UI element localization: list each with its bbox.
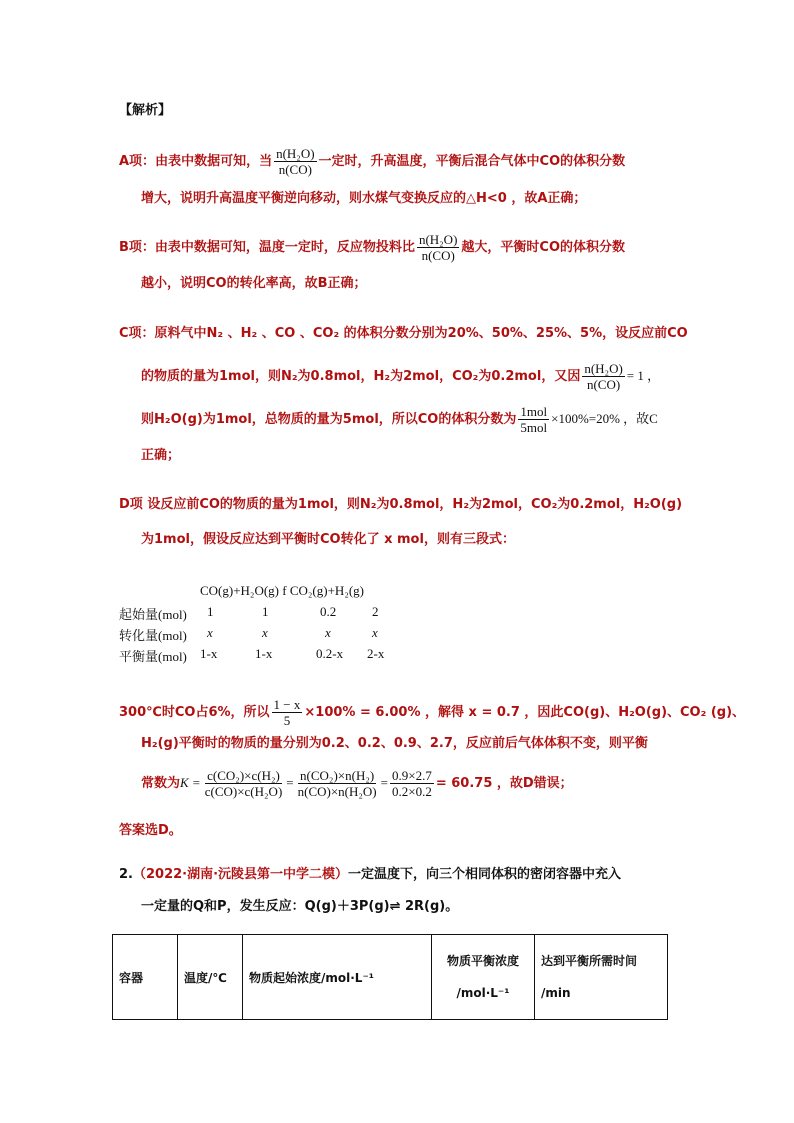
item-c-line1: C项：原料气中N₂ 、H₂ 、CO 、CO₂ 的体积分数分别为20%、50%、25%、5%，设反应前CO [119,326,688,341]
header-temperature: 温度/℃ [178,935,243,1020]
header-time: 达到平衡所需时间 /min [535,935,668,1020]
question-source: （2022·湖南·沅陵县第一中学二模） [132,867,349,882]
item-a-line1: A项：由表中数据可知，当 $\frac{\text{n(H₂O)}}{n(CO)}$ 一定时，升高温度，平衡后混合气体中CO的体积分数 [119,146,626,177]
item-d-line2: 为1mol，假设反应达到平衡时CO转化了 x mol，则有三段式： [141,532,515,547]
analysis-heading: 【解析】 [119,103,172,118]
ice-row-label: 转化量(mol) [119,628,187,643]
question-number: 2. [119,867,133,882]
item-d-line1: D项 设反应前CO的物质的量为1mol，则N₂为0.8mol，H₂为2mol，CO₂为0.2mol，H₂O(g) [119,497,683,512]
item-b-line1: B项：由表中数据可知，温度一定时，反应物投料比 $\frac{\text{n(H₂O)}}{n(CO)}$ 越大，平衡时CO的体积分数 [119,232,625,263]
percent-fraction: $\frac{1 - x}{5}$ [273,697,301,728]
k-fraction-3: $\frac{0.9\times 2.7}{0.2\times 0.2}$ [391,768,432,799]
mol-fraction: $\frac{\text{1mol}}{\text{5mol}}$ [520,404,548,435]
item-a-line2: 增大，说明升高温度平衡逆向移动，则水煤气变换反应的△H<0 ，故A正确； [141,191,587,206]
item-c-line4: 正确； [141,448,181,463]
item-c-label: C项： [119,326,155,341]
header-equilibrium-concentration: 物质平衡浓度 /mol·L⁻¹ [432,935,535,1020]
item-c-line3: 则H₂O(g)为1mol，总物质的量为5mol，所以CO的体积分数为 $\frac{\text{1mol}}{\text{5mol}}$ ×100%=20% ，故C [141,404,658,435]
item-c-line2: 的物质的量为1mol，则N₂为0.8mol，H₂为2mol，CO₂为0.2mol，又因 $\frac{\text{n(H₂O)}}{n(CO)}$ = 1 ， [141,361,661,392]
table-row [113,935,668,1020]
ice-row-label: 平衡量(mol) [119,649,187,664]
ratio-fraction: $\frac{\text{n(H₂O)}}{n(CO)}$ [584,361,623,392]
ratio-fraction: $\frac{\text{n(H₂O)}}{n(CO)}$ [276,146,315,177]
ice-row-label: 起始量(mol) [119,607,187,622]
item-a-label: A项： [119,154,156,169]
conditions-table [112,934,668,1020]
k-fraction-2: $\frac{\text{n(CO₂)×n(H₂)}}{\text{n(CO)×n(H₂O)}}$ [297,768,377,799]
header-initial-concentration: 物质起始浓度/mol·L⁻¹ [243,935,432,1020]
answer-line: 答案选D。 [119,823,182,838]
ratio-fraction: $\frac{\text{n(H₂O)}}{n(CO)}$ [418,232,458,263]
item-b-label: B项： [119,240,155,255]
equilibrium-constant-line: 常数为K = $\frac{\text{c(CO₂)×c(H₂)}}{\text{c(CO)×c(H₂O)}}$ = $\frac{\text{n(CO₂)×n(H₂)}}{\text{n(CO)×n(H₂O)}}$ = $\frac{0.9\times 2.7}{0.2\times 0.2}$ = 60.75 ，故D错误； [141,768,573,799]
question2-line1: 2.（2022·湖南·沅陵县第一中学二模）一定温度下，向三个相同体积的密闭容器中充入 [119,867,622,882]
result-line2: H₂(g)平衡时的物质的量分别为0.2、0.2、0.9、2.7，反应前后气体体积不变，则平衡 [141,736,648,751]
document-page: 【解析】 A项：由表中数据可知，当 $\frac{\text{n(H₂O)}}{n(CO)}$ 一定时，升高温度，平衡后混合气体中CO的体积分数 增大，说明升高温度平衡逆向移动，则水煤气变换反应的△H<0 ，故A正确； B项：由表中数据可知，温度一定时，反应物投料比 $\frac{\text{n(H₂O)}}{n(CO)}$ 越大，平衡时CO的体积分数 越小，说明CO的转化率高，故B正确； C项：原料气中N₂ 、H₂ 、CO 、CO₂ 的体积分数分别为20%、50%、25%、5%，设反应前CO 的物质的量为1mol，则N₂为0.8mol，H₂为2mol，CO₂为0.2mol，又因 $\frac{\text{n(H₂O)}}{n(CO)}$ = 1 ， 则H₂O(g)为1mol，总物质的量为5mol，所以CO的体积分数为 $\frac{\text{1mol}}{\text{5mol}}$ ×100%=20% ，故C 正确； D项 设反应前CO的物质的量为1mol，则N₂为0.8mol，H₂为2mol，CO₂为0.2mol，H₂O(g) 为1mol，假设反应达到平衡时CO转化了 x mol，则有三段式： CO(g)+H₂O(g) f CO₂(g)+H₂(g) 起始量(mol) 1 1 0.2 2 转化量(mol) x x x x 平衡量(mol) 1-x 1-x 0.2-x 2-x 300℃时CO占6%，所以 $\frac{1 - x}{5}$ ×100% = 6.00% ，解得 x = 0.7 ，因此CO(g)、H₂O(g)、CO₂ (g)、 H₂(g)平衡时的物质的量分别为0.2、0.2、0.9、2.7，反应前后气体体积不变，则平衡 常数为K = $\frac{\text{c(CO₂)×c(H₂)}}{\text{c(CO)×c(H₂O)}}$ = $\frac{\text{n(CO₂)×n(H₂)}}{\text{n(CO)×n(H₂O)}}$ = $\frac{0.9\times 2.7}{0.2\times 0.2}$ = 60.75 ，故D错误； 答案选D。 2.（2022·湖南·沅陵县第一中学二模）一定温度下，向三个相同体积的密闭容器中充入 一定量的Q和P，发生反应：Q(g)＋3P(g)⇌ 2R(g)。 容器 温度/℃ 物质起始浓度/mol·L⁻¹ 物质平衡浓度 /mol·L⁻¹ 达到平衡所需时间 /min [0,0,794,1123]
k-fraction-1: $\frac{\text{c(CO₂)×c(H₂)}}{\text{c(CO)×c(H₂O)}}$ [204,768,283,799]
ice-equation: CO(g)+H₂O(g) f CO₂(g)+H₂(g) [200,583,365,598]
header-container: 容器 [113,935,178,1020]
result-line1: 300℃时CO占6%，所以 $\frac{1 - x}{5}$ ×100% = 6.00% ，解得 x = 0.7 ，因此CO(g)、H₂O(g)、CO₂ (g)、 [119,697,746,728]
item-d-label: D项 [119,497,143,512]
item-b-line2: 越小，说明CO的转化率高，故B正确； [141,276,367,291]
question2-line2: 一定量的Q和P，发生反应：Q(g)＋3P(g)⇌ 2R(g)。 [141,899,459,914]
